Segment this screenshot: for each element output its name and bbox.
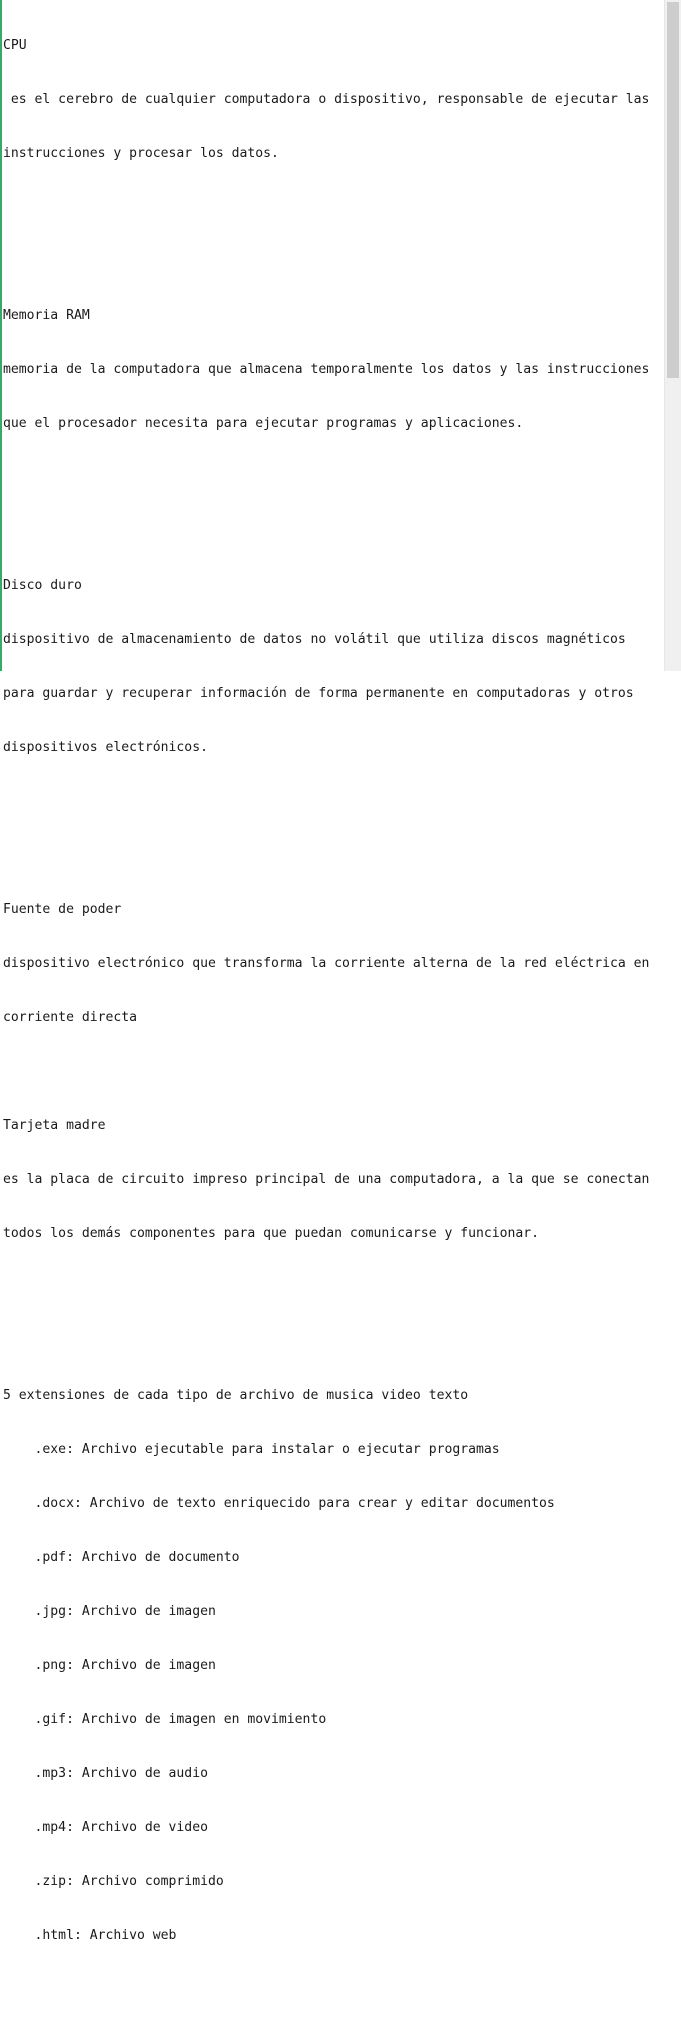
text-line: .pdf: Archivo de documento [3, 1550, 240, 1565]
text-line [3, 253, 664, 271]
text-line: .jpg: Archivo de imagen [3, 1604, 216, 1619]
text-line: que el procesador necesita para ejecutar programas y aplicaciones. [3, 416, 524, 431]
text-line: dispositivo electrónico que transforma la corriente alterna de la red eléctrica en [3, 956, 650, 971]
text-line [3, 469, 664, 487]
document-text[interactable] [2, 0, 664, 2035]
text-line: Memoria RAM [3, 308, 90, 323]
text-line: es el cerebro de cualquier computadora o dispositivo, responsable de ejecutar las [3, 92, 650, 107]
text-line: memoria de la computadora que almacena temporalmente los datos y las instrucciones [3, 362, 650, 377]
text-line: para guardar y recuperar información de forma permanente en computadoras y otros [3, 686, 634, 701]
text-line [3, 199, 664, 217]
text-line: .gif: Archivo de imagen en movimiento [3, 1712, 327, 1727]
text-line [3, 1279, 664, 1297]
text-line: dispositivo de almacenamiento de datos no volátil que utiliza discos magnéticos [3, 632, 626, 647]
text-line [3, 1333, 664, 1351]
scrollbar-thumb[interactable] [667, 2, 679, 378]
text-line: .exe: Archivo ejecutable para instalar o ejecutar programas [3, 1442, 500, 1457]
text-line: corriente directa [3, 1010, 138, 1025]
text-line: Tarjeta madre [3, 1118, 106, 1133]
text-line: 5 extensiones de cada tipo de archivo de musica video texto [3, 1388, 469, 1403]
text-line: .mp3: Archivo de audio [3, 1766, 208, 1781]
text-line: Disco duro [3, 578, 82, 593]
text-line: .docx: Archivo de texto enriquecido para crear y editar documentos [3, 1496, 555, 1511]
text-line [3, 1063, 664, 1081]
text-editor-area[interactable] [2, 0, 664, 1943]
text-line: CPU [3, 38, 27, 53]
text-line [3, 847, 664, 865]
text-line: todos los demás componentes para que puedan comunicarse y funcionar. [3, 1226, 540, 1241]
text-line: .png: Archivo de imagen [3, 1658, 216, 1673]
text-line: .zip: Archivo comprimido [3, 1874, 224, 1889]
text-line: Fuente de poder [3, 902, 122, 917]
text-line [3, 1981, 664, 1999]
text-line: dispositivos electrónicos. [3, 740, 208, 755]
text-line: .mp4: Archivo de video [3, 1820, 208, 1835]
text-line [3, 793, 664, 811]
text-line: es la placa de circuito impreso principal de una computadora, a la que se conectan [3, 1172, 650, 1187]
vertical-scrollbar[interactable] [664, 0, 681, 671]
text-line: .html: Archivo web [3, 1928, 177, 1943]
text-line [3, 523, 664, 541]
text-line: instrucciones y procesar los datos. [3, 146, 279, 161]
